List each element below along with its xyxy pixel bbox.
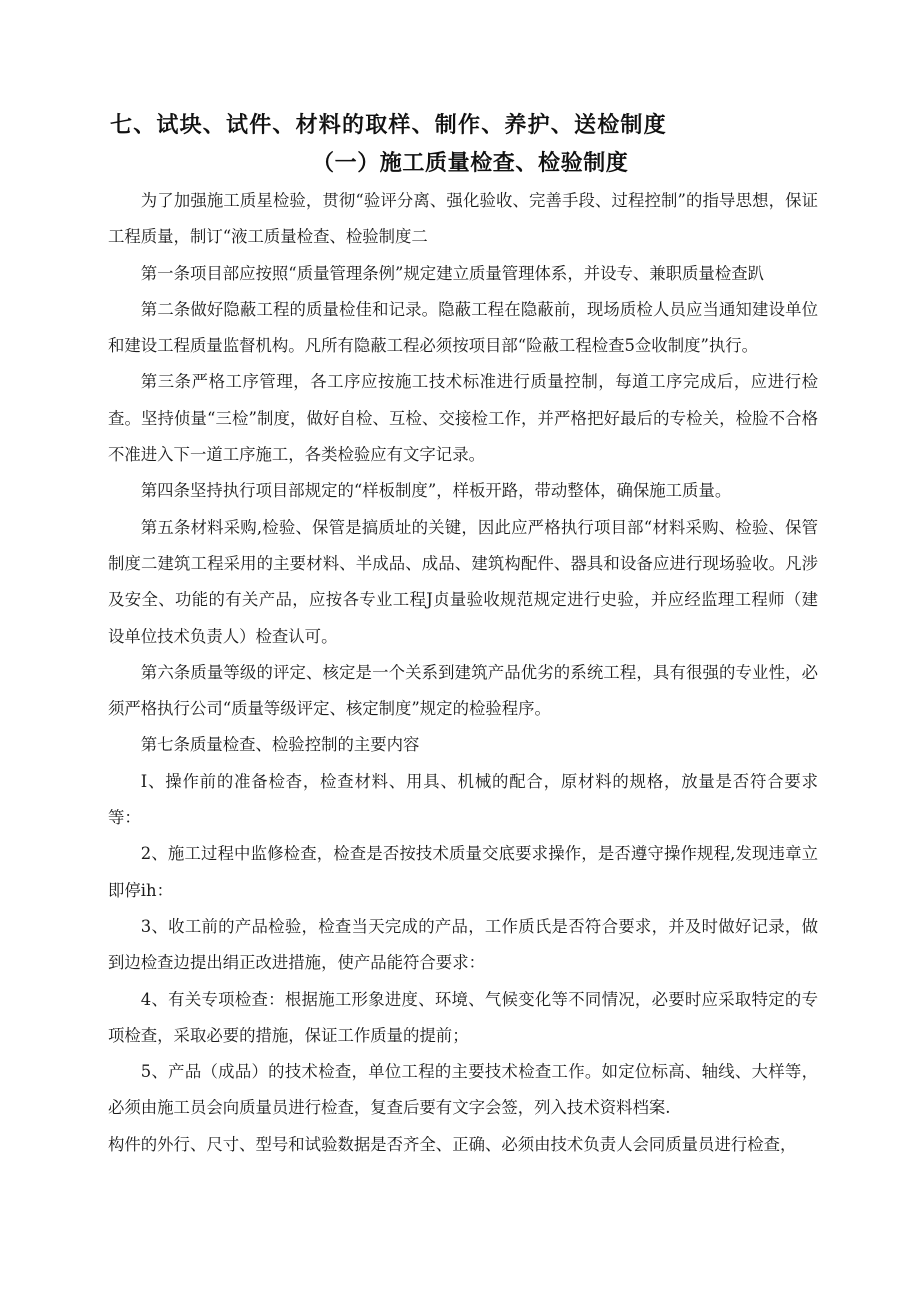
section-heading: （一）施工质量检查、检验制度 xyxy=(312,151,629,176)
list-item-2: 2、施工过程中监修检查，检查是否按技术质量交底要求操作，是否遵守操作规程,发现违章立即停ih： xyxy=(108,844,818,900)
paragraph-article-2: 第二条做好隐蔽工程的质量检佳和记录。隐蔽工程在隐蔽前，现场质检人员应当通知建设单位和建设工程质量监督机构。凡所有隐蔽工程必须按项目部“险蔽工程检查5佥收制度”执行。 xyxy=(108,299,818,356)
document-body xyxy=(108,183,818,1163)
paragraph-intro: 为了加强施工质星检验，贯彻“验评分离、强化验收、完善手段、过程控制”的指导思想，保证工程质量，制订“液工质量检查、检验制度二 xyxy=(108,191,818,247)
list-item-1: I、操作前的准备检杳，检查材料、用具、机械的配合，原材料的规格，放量是否符合要求等： xyxy=(108,771,818,828)
paragraph-article-5: 第五条材料采购,检验、保管是搞质址的关键，因此应严格执行项目部“材料采购、检验、保管制度二建筑工程采用的主要材料、半成品、成品、建筑构配件、器具和设备应进行现场验收。凡涉及安全、功能的有关产品，应按各专业工程J贞量验收规范规定进行史验，并应经监理工程师（建设单位技术负责人）检查认可。 xyxy=(108,517,818,646)
paragraph-article-3: 第三条严格工序管理，各工序应按施工技术标准进行质量控制，每道工序完成后，应进行检查。坚持侦量“三检”制度，做好自检、互检、交接检工作，并严格把好最后的专检关，检脸不合格不准进入下一道工序施工，各类检验应有文字记录。 xyxy=(108,372,818,465)
paragraph-article-7: 第七条质量检查、检验控制的主要内容 xyxy=(140,735,420,755)
paragraph-article-1: 第一条项目部应按照“质量管理条例”规定建立质量管理体系，并设专、兼职质量检查趴 xyxy=(140,263,765,283)
list-item-5: 5、产品（成品）的技术检查，单位工程的主要技术检查工作。如定位标高、轴线、大样等，必须由施工员会向质量员进行检查，复查后要有文字会签，列入技术资料档案. xyxy=(108,1062,818,1118)
paragraph-article-4: 第四条坚持执行项目部规定的“样板制度”，样板开路，带动整体，确保施工质量。 xyxy=(140,481,732,501)
continuation-line: 构件的外行、尺寸、型号和试验数据是否齐全、正确、必须由技术负责人会同质量员进行检查， xyxy=(108,1134,797,1154)
paragraph-article-6: 第六条质量等级的评定、核定是一个关系到建筑产品优劣的系统工程，具有很强的专业性，必须严格执行公司“质量等级评定、核定制度”规定的检验程序。 xyxy=(108,662,818,719)
list-item-3: 3、收工前的产品检验，检查当天完成的产品，工作质氏是否符合要求，并及时做好记录，做到边检查边提出绢正改进措施，使产品能符合要求： xyxy=(108,916,818,973)
list-item-4: 4、有关专项检查：根据施工形象进度、环境、气候变化等不同情况，必要时应采取特定的专项检查，采取必要的措施，保证工作质量的提前； xyxy=(108,989,818,1045)
document-title: 七、试块、试件、材料的取样、制作、养护、送检制度 xyxy=(110,113,667,138)
